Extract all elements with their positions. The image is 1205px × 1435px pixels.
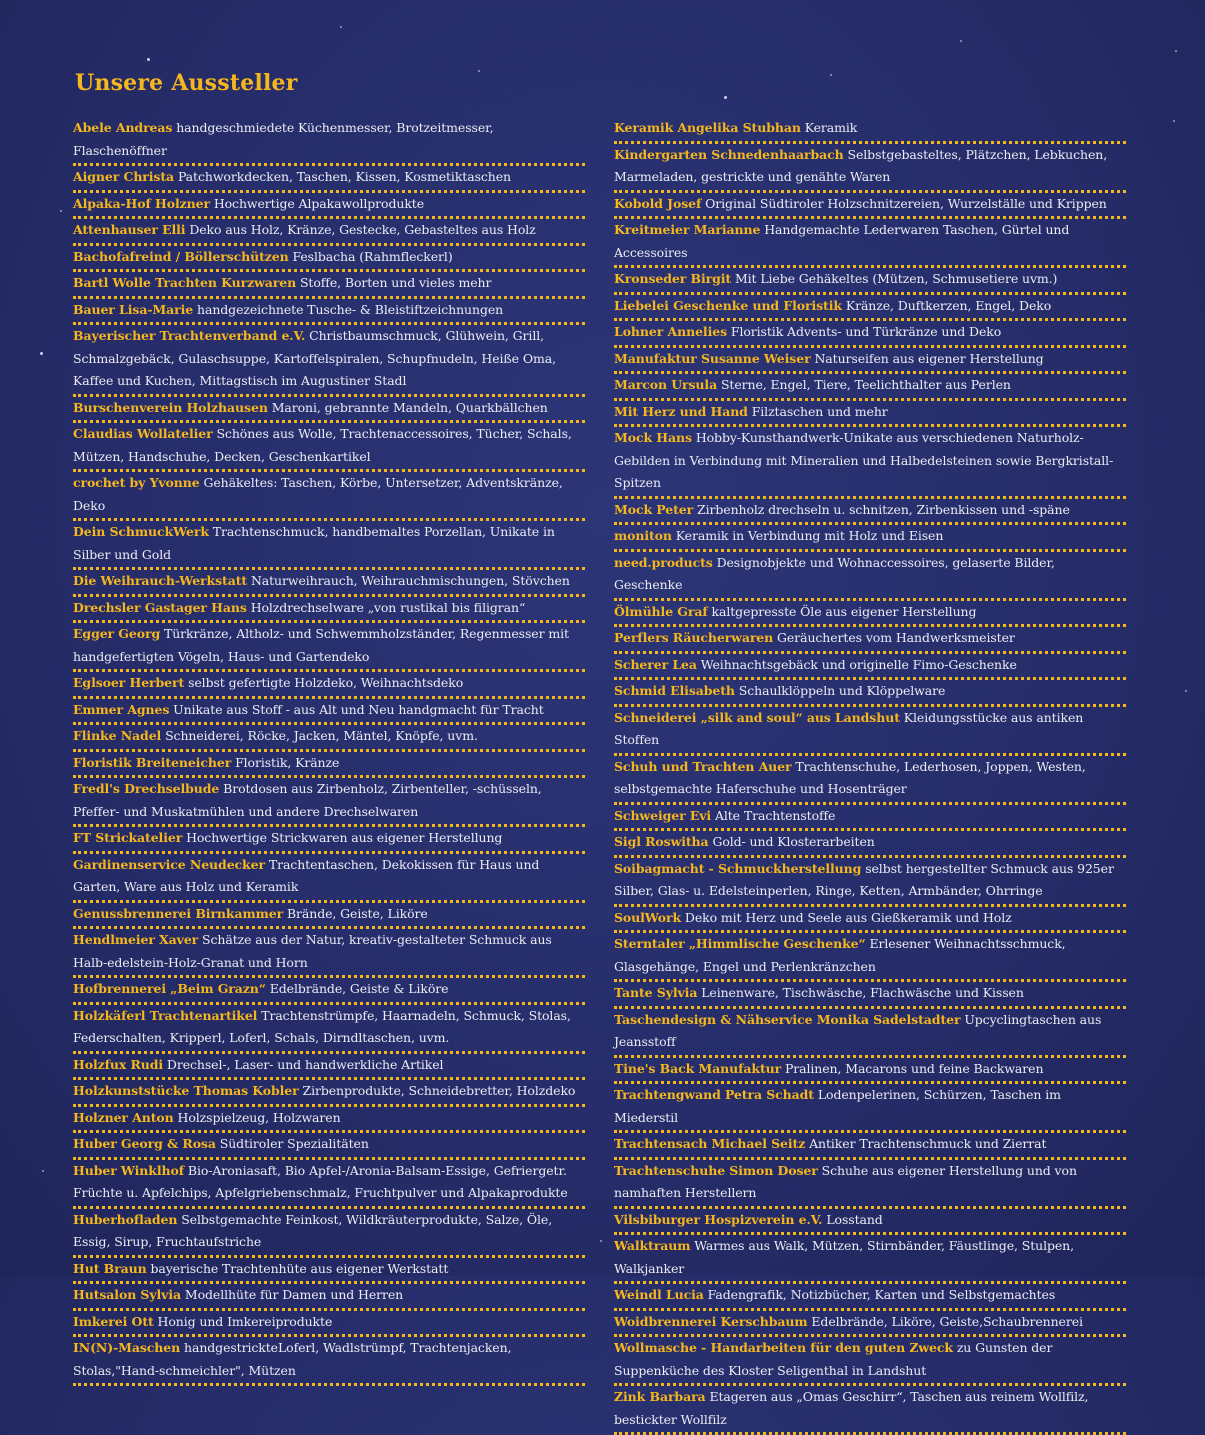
exhibitor-entry <box>614 1337 1126 1386</box>
exhibitor-name: SoulWork <box>614 909 682 925</box>
exhibitor-description: Selbstgebasteltes, Plätzchen, Lebkuchen, Marmeladen, gestrickte und genähte Waren <box>614 146 1108 184</box>
exhibitor-entry <box>614 348 1126 375</box>
exhibitor-name: Egger Georg <box>73 626 161 641</box>
exhibitor-name: Sterntaler „Himmlische Geschenke“ <box>614 936 866 951</box>
exhibitor-name: Holzkäferl Trachtenartikel <box>73 1007 258 1023</box>
exhibitor-name: Tante Sylvia <box>614 985 698 1000</box>
exhibitor-name: Scherer Lea <box>614 656 697 672</box>
exhibitor-name: moniton <box>614 528 672 543</box>
exhibitor-name: Holzfux Rudi <box>73 1056 164 1072</box>
exhibitor-description: Brände, Geiste, Liköre <box>286 905 428 921</box>
exhibitor-name: Soibagmacht - Schmuckherstellung <box>614 860 862 876</box>
exhibitor-description: Weihnachtsgebäck und originelle Fimo-Geschenke <box>700 656 1017 672</box>
exhibitor-entry <box>73 597 585 624</box>
exhibitor-description: Designobjekte und Wohnaccessoires, gelaserte Bilder, Geschenke <box>614 554 1055 592</box>
exhibitor-name: Floristik Breiteneicher <box>73 754 232 770</box>
exhibitor-name: Keramik Angelika Stubhan <box>614 120 801 135</box>
exhibitor-description: Patchworkdecken, Taschen, Kissen, Kosmetiktaschen <box>177 169 511 184</box>
exhibitor-description: Trachtenschmuck, handbemaltes Porzellan, Unikate in Silber und Gold <box>73 524 555 562</box>
exhibitor-entry <box>614 805 1126 832</box>
exhibitor-description: Pralinen, Macarons und feine Backwaren <box>784 1060 1044 1076</box>
exhibitor-description: Original Südtiroler Holzschnitzereien, Wurzelställe und Krippen <box>705 195 1107 211</box>
exhibitor-entry <box>73 1054 585 1081</box>
exhibitor-name: crochet by Yvonne <box>73 475 200 490</box>
exhibitor-entry <box>73 1107 585 1134</box>
exhibitor-description: Zirbenholz drechseln u. schnitzen, Zirbenkissen und -späne <box>697 501 1070 517</box>
exhibitor-description: Erlesener Weihnachtsschmuck, Glasgehänge, Engel und Perlenkränzchen <box>614 936 1066 974</box>
exhibitor-description: Keramik <box>804 120 858 135</box>
exhibitor-name: Schmid Elisabeth <box>614 683 735 698</box>
exhibitor-description: Warmes aus Walk, Mützen, Stirnbänder, Fäustlinge, Stulpen, Walkjanker <box>614 1238 1075 1276</box>
exhibitor-description: Upcyclingtaschen aus Jeansstoff <box>614 1011 1102 1049</box>
exhibitor-description: Gehäkeltes: Taschen, Körbe, Untersetzer, Adventskränze, Deko <box>73 475 563 513</box>
star-decoration <box>1185 690 1187 692</box>
exhibitor-name: Kobold Josef <box>614 195 702 211</box>
exhibitor-name: Fredl's Drechselbude <box>73 781 220 796</box>
exhibitor-name: IN(N)-Maschen <box>73 1340 181 1355</box>
exhibitor-entry <box>73 929 585 978</box>
exhibitor-description: Hochwertige Strickwaren aus eigener Herstellung <box>186 830 503 845</box>
exhibitor-description: Bio-Aroniasaft, Bio Apfel-/Aronia-Balsam-Essige, Gefriergetr. Früchte u. Apfelchips, Apfelgriebenschmalz, Fruchtpulver und Alpakaprodukte <box>73 1162 568 1200</box>
exhibitor-entry <box>614 756 1126 805</box>
exhibitor-name: Bayerischer Trachtenverband e.V. <box>73 328 306 343</box>
exhibitor-description: Unikate aus Stoff - aus Alt und Neu handgmacht für Tracht <box>173 701 544 717</box>
exhibitor-entry <box>614 268 1126 295</box>
exhibitor-entry <box>614 374 1126 401</box>
exhibitor-description: Zirbenprodukte, Schneidebretter, Holzdeko <box>302 1083 576 1098</box>
exhibitor-entry <box>73 699 585 726</box>
exhibitor-name: Wollmasche - Handarbeiten für den guten Zweck <box>614 1340 953 1355</box>
exhibitor-name: Bauer Lisa-Marie <box>73 301 194 317</box>
exhibitor-name: Eglsoer Herbert <box>73 675 185 690</box>
exhibitor-entry <box>73 193 585 220</box>
exhibitor-entry <box>614 499 1126 526</box>
exhibitor-entry <box>73 903 585 930</box>
exhibitor-entry <box>614 831 1126 858</box>
exhibitor-name: Marcon Ursula <box>614 377 718 392</box>
exhibitor-entry <box>73 1160 585 1209</box>
exhibitor-entry <box>614 219 1126 268</box>
exhibitor-entry <box>614 1133 1126 1160</box>
star-decoration <box>960 40 962 42</box>
exhibitor-entry <box>614 1058 1126 1085</box>
exhibitor-name: Huber Georg & Rosa <box>73 1136 216 1151</box>
exhibitor-entry <box>73 672 585 699</box>
exhibitor-entry <box>614 193 1126 220</box>
exhibitor-entry <box>73 521 585 570</box>
page-title: Unsere Aussteller <box>75 70 298 96</box>
exhibitor-description: Fadengrafik, Notizbücher, Karten und Selbstgemachtes <box>707 1287 1056 1302</box>
exhibitor-entry <box>73 423 585 472</box>
exhibitor-entry <box>614 933 1126 982</box>
exhibitor-name: Weindl Lucia <box>614 1287 704 1302</box>
exhibitor-description: Schätze aus der Natur, kreativ-gestalteter Schmuck aus Halb-edelstein-Holz-Granat und Horn <box>73 932 552 970</box>
exhibitor-name: Abele Andreas <box>73 120 173 135</box>
exhibitor-entry <box>73 397 585 424</box>
exhibitor-description: Geräuchertes vom Handwerksmeister <box>777 630 1015 645</box>
exhibitor-entry <box>73 219 585 246</box>
exhibitor-name: Kindergarten Schnedenhaarbach <box>614 146 844 162</box>
exhibitor-entry <box>73 1258 585 1285</box>
exhibitor-description: Floristik Advents- und Türkränze und Deko <box>730 324 1002 339</box>
exhibitor-description: Naturweihrauch, Weihrauchmischungen, Stövchen <box>250 573 570 588</box>
exhibitor-description: Antiker Trachtenschmuck und Zierrat <box>809 1136 1047 1151</box>
exhibitor-name: Holzner Anton <box>73 1109 174 1125</box>
star-decoration <box>600 1240 602 1242</box>
star-decoration <box>724 96 727 99</box>
exhibitor-description: handgezeichnete Tusche- & Bleistiftzeichnungen <box>197 301 504 317</box>
exhibitor-description: Floristik, Kränze <box>235 754 340 770</box>
exhibitor-description: handgeschmiedete Küchenmesser, Brotzeitmesser, Flaschenöffner <box>73 120 494 158</box>
exhibitor-description: Keramik in Verbindung mit Holz und Eisen <box>675 528 944 543</box>
exhibitor-name: Huberhofladen <box>73 1211 178 1227</box>
exhibitor-name: Hofbrennerei „Beim Grazn“ <box>73 981 266 996</box>
exhibitor-entry <box>73 299 585 326</box>
exhibitor-description: Schönes aus Wolle, Trachtenaccessoires, Tücher, Schals, Mützen, Handschuhe, Decken, Geschenkartikel <box>73 426 572 464</box>
exhibitor-description: Südtiroler Spezialitäten <box>219 1136 369 1151</box>
star-decoration <box>340 26 342 28</box>
exhibitor-description: Honig und Imkereiprodukte <box>157 1313 333 1329</box>
exhibitor-name: Hendlmeier Xaver <box>73 932 199 947</box>
exhibitor-entry <box>73 778 585 827</box>
exhibitor-name: Trachtenschuhe Simon Doser <box>614 1162 818 1178</box>
exhibitor-description: kaltgepresste Öle aus eigener Herstellung <box>711 603 977 619</box>
exhibitor-description: Hobby-Kunsthandwerk-Unikate aus verschiedenen Naturholz-Gebilden in Verbindung mit Mineralien und Halbedelsteinen sowie Bergkristall-Spitzen <box>614 430 1114 490</box>
exhibitor-name: Alpaka-Hof Holzner <box>73 195 210 211</box>
exhibitor-entry <box>614 295 1126 322</box>
exhibitor-entry <box>73 472 585 521</box>
exhibitor-description: handgestrickteLoferl, Wadlstrümpf, Trachtenjacken, Stolas,"Hand-schmeichler", Mützen <box>73 1340 512 1378</box>
exhibitor-description: Edelbrände, Liköre, Geiste,Schaubrennerei <box>811 1313 1083 1329</box>
exhibitor-column-left <box>73 117 585 1386</box>
exhibitor-entry <box>73 570 585 597</box>
exhibitor-entry <box>73 827 585 854</box>
exhibitor-name: Taschendesign & Nähservice Monika Sadelstadter <box>614 1011 961 1027</box>
exhibitor-description: Kleidungsstücke aus antiken Stoffen <box>614 709 1084 747</box>
exhibitor-name: Die Weihrauch-Werkstatt <box>73 573 248 588</box>
exhibitor-description: Holzdrechselware „von rustikal bis filigran“ <box>250 599 526 615</box>
star-decoration <box>1175 50 1177 52</box>
exhibitor-description: Kränze, Duftkerzen, Engel, Deko <box>845 297 1052 313</box>
exhibitor-description: Schneiderei, Röcke, Jacken, Mäntel, Knöpfe, uvm. <box>165 728 478 743</box>
exhibitor-name: Ölmühle Graf <box>614 603 708 619</box>
exhibitor-name: Perflers Räucherwaren <box>614 630 774 645</box>
exhibitor-description: Christbaumschmuck, Glühwein, Grill, Schmalzgebäck, Gulaschsuppe, Kartoffelspiralen, Schupfnudeln, Heiße Oma, Kaffee und Kuchen, Mittagstisch im Augustiner Stadl <box>73 328 556 388</box>
star-decoration <box>60 210 62 212</box>
exhibitor-description: Feslbacha (Rahmfleckerl) <box>292 248 453 264</box>
exhibitor-entry <box>73 854 585 903</box>
exhibitor-name: Genussbrennerei Birnkammer <box>73 905 284 921</box>
exhibitor-name: Walktraum <box>614 1238 691 1253</box>
exhibitor-name: Kronseder Birgit <box>614 271 732 286</box>
star-decoration <box>40 352 43 355</box>
exhibitor-name: Sigl Roswitha <box>614 834 709 849</box>
exhibitor-entry <box>614 1209 1126 1236</box>
exhibitor-description: zu Gunsten der Suppenküche des Kloster Seligenthal in Landshut <box>614 1340 1053 1378</box>
star-decoration <box>830 74 832 76</box>
exhibitor-description: Schaulklöppeln und Klöppelware <box>738 683 946 698</box>
exhibitor-column-right <box>614 117 1126 1435</box>
exhibitor-description: Modellhüte für Damen und Herren <box>184 1287 404 1302</box>
exhibitor-entry <box>73 1080 585 1107</box>
exhibitor-description: Sterne, Engel, Tiere, Teelichthalter aus Perlen <box>720 377 1011 392</box>
exhibitor-entry <box>73 752 585 779</box>
exhibitor-entry <box>73 1005 585 1054</box>
exhibitor-entry <box>73 246 585 273</box>
exhibitor-name: Bartl Wolle Trachten Kurzwaren <box>73 275 297 290</box>
exhibitor-name: Schweiger Evi <box>614 807 712 823</box>
exhibitor-description: Trachtenschuhe, Lederhosen, Joppen, Westen, selbstgemachte Haferschuhe und Hosenträger <box>614 758 1086 796</box>
exhibitor-description: Alte Trachtenstoffe <box>714 807 836 823</box>
exhibitor-entry <box>614 1284 1126 1311</box>
exhibitor-entry <box>73 1284 585 1311</box>
exhibitor-name: Hutsalon Sylvia <box>73 1287 181 1302</box>
exhibitor-name: Schuh und Trachten Auer <box>614 758 792 774</box>
exhibitor-entry <box>614 401 1126 428</box>
exhibitor-entry <box>614 1009 1126 1058</box>
exhibitor-entry <box>614 858 1126 907</box>
exhibitor-description: Lodenpelerinen, Schürzen, Taschen im Miederstil <box>614 1087 1061 1125</box>
exhibitor-name: Woidbrennerei Kerschbaum <box>614 1313 808 1329</box>
exhibitor-name: Liebelei Geschenke und Floristik <box>614 297 842 313</box>
exhibitor-description: Losstand <box>826 1211 883 1227</box>
exhibitor-entry <box>614 627 1126 654</box>
star-decoration <box>478 70 480 72</box>
exhibitor-description: Handgemachte Lederwaren Taschen, Gürtel und Accessoires <box>614 222 1070 260</box>
exhibitor-description: Maroni, gebrannte Mandeln, Quarkbällchen <box>271 399 548 415</box>
exhibitor-name: Aigner Christa <box>73 169 175 184</box>
exhibitor-description: Hochwertige Alpakawollprodukte <box>213 195 425 211</box>
exhibitor-entry <box>614 117 1126 144</box>
exhibitor-description: selbst hergestellter Schmuck aus 925er Silber, Glas- u. Edelsteinperlen, Ringe, Ketten, Armbänder, Ohrringe <box>614 860 1114 898</box>
exhibitor-description: Trachtentaschen, Dekokissen für Haus und Garten, Ware aus Holz und Keramik <box>73 856 540 894</box>
exhibitor-entry <box>73 623 585 672</box>
exhibitor-entry <box>73 272 585 299</box>
exhibitor-name: Holzkunststücke Thomas Kobler <box>73 1083 299 1098</box>
exhibitor-name: Claudias Wollatelier <box>73 426 213 441</box>
exhibitor-description: Stoffe, Borten und vieles mehr <box>299 275 492 290</box>
exhibitor-name: Tine's Back Manufaktur <box>614 1060 782 1076</box>
star-decoration <box>42 1170 44 1172</box>
exhibitor-description: Leinenware, Tischwäsche, Flachwäsche und Kissen <box>701 985 1024 1000</box>
exhibitor-name: Mit Herz und Hand <box>614 403 748 419</box>
exhibitor-name: Lohner Annelies <box>614 324 728 339</box>
exhibitor-name: Zink Barbara <box>614 1389 706 1404</box>
exhibitor-description: Drechsel-, Laser- und handwerkliche Artikel <box>166 1056 444 1072</box>
exhibitor-name: Attenhauser Elli <box>73 222 186 237</box>
exhibitor-description: Trachtenstrümpfe, Haarnadeln, Schmuck, Stolas, Federschalten, Kripperl, Loferl, Schals, Dirndltaschen, uvm. <box>73 1007 571 1045</box>
exhibitor-name: Flinke Nadel <box>73 728 162 743</box>
exhibitor-entry <box>73 1337 585 1386</box>
exhibitor-entry <box>73 725 585 752</box>
exhibitor-description: selbst gefertigte Holzdeko, Weihnachtsdeko <box>188 675 464 690</box>
exhibitor-description: Etageren aus „Omas Geschirr“, Taschen aus reinem Wollfilz, bestickter Wollfilz <box>614 1389 1089 1427</box>
exhibitor-description: Schuhe aus eigener Herstellung und von namhaften Herstellern <box>614 1162 1077 1200</box>
exhibitor-entry <box>614 1084 1126 1133</box>
exhibitor-name: Burschenverein Holzhausen <box>73 399 268 415</box>
exhibitor-description: Holzspielzeug, Holzwaren <box>177 1109 341 1125</box>
exhibitor-entry <box>614 1160 1126 1209</box>
exhibitor-entry <box>614 1386 1126 1435</box>
exhibitor-entry <box>614 654 1126 681</box>
exhibitor-name: Mock Peter <box>614 501 694 517</box>
exhibitor-entry <box>73 978 585 1005</box>
exhibitor-entry <box>614 321 1126 348</box>
exhibitor-entry <box>614 680 1126 707</box>
exhibitor-entry <box>73 117 585 166</box>
exhibitor-entry <box>73 1209 585 1258</box>
exhibitor-entry <box>73 1133 585 1160</box>
exhibitor-entry <box>614 525 1126 552</box>
exhibitor-name: Imkerei Ott <box>73 1313 154 1329</box>
exhibitor-name: Bachofafreind / Böllerschützen <box>73 248 289 264</box>
exhibitor-name: FT Strickatelier <box>73 830 183 845</box>
exhibitor-entry <box>614 427 1126 499</box>
exhibitor-entry <box>614 552 1126 601</box>
exhibitor-description: Naturseifen aus eigener Herstellung <box>814 350 1044 366</box>
exhibitor-description: Filztaschen und mehr <box>751 403 888 419</box>
exhibitor-name: Kreitmeier Marianne <box>614 222 761 237</box>
exhibitor-entry <box>614 1311 1126 1338</box>
exhibitor-name: Schneiderei „silk and soul“ aus Landshut <box>614 709 900 725</box>
exhibitor-entry <box>614 907 1126 934</box>
exhibitor-entry <box>614 1235 1126 1284</box>
exhibitor-description: Edelbrände, Geiste & Liköre <box>269 981 449 996</box>
exhibitor-entry <box>614 601 1126 628</box>
star-decoration <box>147 58 150 61</box>
exhibitor-name: Dein SchmuckWerk <box>73 524 209 539</box>
exhibitor-name: Hut Braun <box>73 1260 147 1276</box>
exhibitor-entry <box>614 707 1126 756</box>
exhibitor-name: Manufaktur Susanne Weiser <box>614 350 811 366</box>
exhibitor-description: Gold- und Klosterarbeiten <box>712 834 875 849</box>
exhibitor-description: bayerische Trachtenhüte aus eigener Werkstatt <box>150 1260 449 1276</box>
exhibitor-name: Vilsbiburger Hospizverein e.V. <box>614 1211 823 1227</box>
exhibitor-name: Trachtengwand Petra Schadt <box>614 1087 814 1102</box>
exhibitor-description: Mit Liebe Gehäkeltes (Mützen, Schmusetiere uvm.) <box>734 271 1058 286</box>
exhibitor-name: Mock Hans <box>614 430 692 445</box>
exhibitor-description: Brotdosen aus Zirbenholz, Zirbenteller, -schüsseln, Pfeffer- und Muskatmühlen und andere Drechselwaren <box>73 781 542 819</box>
exhibitor-entry <box>73 166 585 193</box>
exhibitor-name: Emmer Agnes <box>73 701 170 717</box>
exhibitor-entry <box>614 982 1126 1009</box>
exhibitor-name: Gardinenservice Neudecker <box>73 856 265 872</box>
exhibitor-description: Selbstgemachte Feinkost, Wildkräuterprodukte, Salze, Öle, Essig, Sirup, Fruchtaufstriche <box>73 1211 553 1249</box>
exhibitor-name: Trachtensach Michael Seitz <box>614 1136 806 1151</box>
exhibitor-description: Deko mit Herz und Seele aus Gießkeramik und Holz <box>684 909 1012 925</box>
exhibitor-entry <box>614 144 1126 193</box>
exhibitor-entry <box>73 1311 585 1338</box>
star-decoration <box>1173 120 1175 122</box>
exhibitor-description: Deko aus Holz, Kränze, Gestecke, Gebasteltes aus Holz <box>189 222 536 237</box>
exhibitor-entry <box>73 325 585 397</box>
exhibitor-name: Huber Winklhof <box>73 1162 184 1178</box>
exhibitor-name: need.products <box>614 554 713 570</box>
exhibitor-description: Türkränze, Altholz- und Schwemmholzständer, Regenmesser mit handgefertigten Vögeln, Haus- und Gartendeko <box>73 626 569 664</box>
exhibitor-name: Drechsler Gastager Hans <box>73 599 247 615</box>
